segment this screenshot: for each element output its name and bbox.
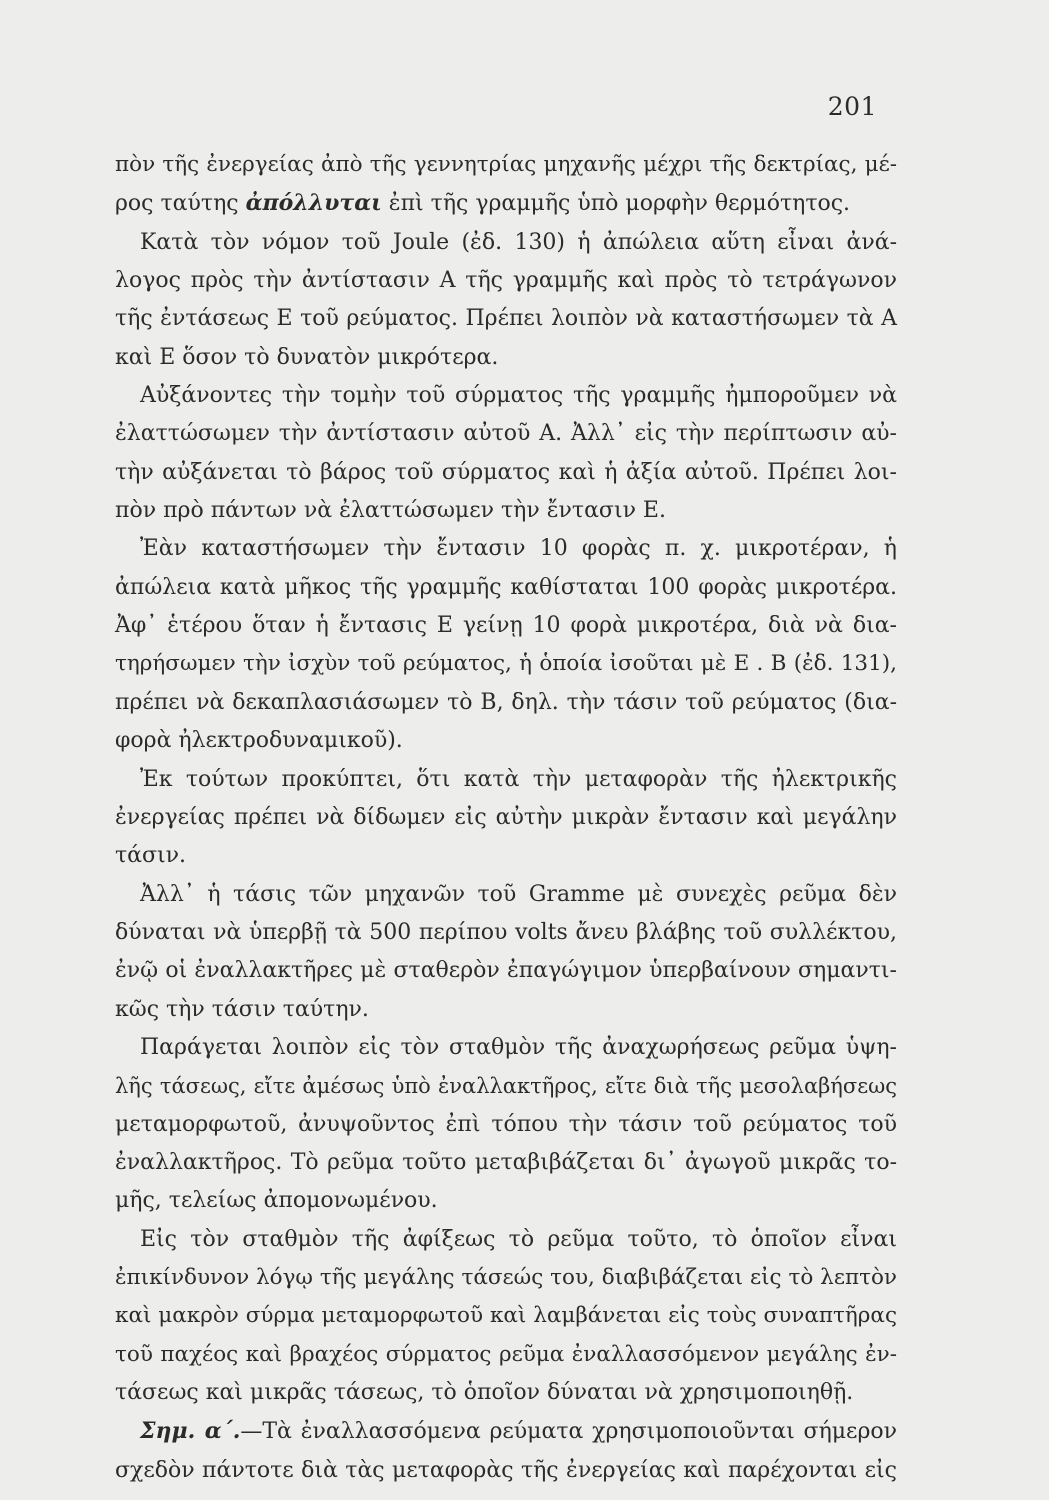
text-line xyxy=(115,454,897,492)
text-segment: μεταμορφωτοῦ, ἀνυψοῦντος ἐπὶ τόπου τὴν τάσιν τοῦ ρεύματος τοῦ xyxy=(115,1111,897,1137)
text-line xyxy=(115,262,897,300)
text-segment: Ἐὰν καταστήσωμεν τὴν ἔντασιν 10 φορὰς π. χ. μικροτέραν, ἡ xyxy=(140,536,897,562)
text-segment: μῆς, τελείως ἀπομονωμένου. xyxy=(115,1188,438,1214)
text-segment: λογος πρὸς τὴν ἀντίστασιν Α τῆς γραμμῆς καὶ πρὸς τὸ τετράγωνον xyxy=(115,268,897,294)
text-line xyxy=(115,1452,897,1490)
text-line xyxy=(115,1182,897,1220)
text-line xyxy=(115,300,897,338)
text-line xyxy=(115,837,897,875)
text-segment: —Τὰ ἐναλλασσόμενα ρεύματα χρησιμοποιοῦνται σήμερον xyxy=(240,1419,898,1445)
text-line xyxy=(115,1297,897,1335)
text-line xyxy=(115,1259,897,1297)
text-segment: σχεδὸν πάντοτε διὰ τὰς μεταφορὰς τῆς ἐνεργείας καὶ παρέχονται εἰς xyxy=(115,1457,897,1483)
text-segment: τοῦ παχέος καὶ βραχέος σύρματος ρεῦμα ἐναλλασσόμενον μεγάλης ἐν- xyxy=(115,1341,897,1367)
text-line xyxy=(115,339,897,377)
text-line xyxy=(115,952,897,990)
text-segment: ἐνεργείας πρέπει νὰ δίδωμεν εἰς αὐτὴν μικρὰν ἔντασιν καὶ μεγάλην xyxy=(115,804,897,830)
text-segment: ἐλαττώσωμεν τὴν ἀντίστασιν αὐτοῦ Α. Ἀλλ᾽ εἰς τὴν περίπτωσιν αὐ- xyxy=(115,421,897,447)
text-line xyxy=(115,799,897,837)
text-line xyxy=(115,914,897,952)
text-line xyxy=(115,1374,897,1412)
emphasized-term: ἀπόλλυται xyxy=(245,190,382,217)
text-segment: πὸν τῆς ἐνεργείας ἀπὸ τῆς γεννητρίας μηχανῆς μέχρι τῆς δεκτρίας, μέ- xyxy=(115,152,897,177)
page-number: 201 xyxy=(827,92,877,121)
text-segment: Εἰς τὸν σταθμὸν τῆς ἀφίξεως τὸ ρεῦμα τοῦτο, τὸ ὁποῖον εἶναι xyxy=(140,1226,897,1252)
text-line xyxy=(115,1336,897,1374)
text-line xyxy=(115,645,897,683)
text-segment: ἐνῷ οἱ ἐναλλακτῆρες μὲ σταθερὸν ἐπαγώγιμον ὑπερβαίνουν σημαντι- xyxy=(115,958,897,984)
text-segment: τὴν αὐξάνεται τὸ βάρος τοῦ σύρματος καὶ ἡ ἀξία αὐτοῦ. Πρέπει λοι- xyxy=(115,459,897,485)
text-segment: ἀπώλεια κατὰ μῆκος τῆς γραμμῆς καθίσταται 100 φορὰς μικροτέρα. xyxy=(115,574,897,600)
text-segment: καὶ μακρὸν σύρμα μεταμορφωτοῦ καὶ λαμβάνεται εἰς τοὺς συναπτῆρας xyxy=(115,1303,897,1329)
text-segment: τηρήσωμεν τὴν ἰσχὺν τοῦ ρεύματος, ἡ ὁποία ἰσοῦται μὲ Ε . Β (ἐδ. 131), xyxy=(115,651,897,677)
text-line xyxy=(115,146,897,184)
text-line xyxy=(115,377,897,415)
text-line xyxy=(115,1144,897,1182)
text-line xyxy=(115,492,897,530)
text-segment: καὶ Ε ὅσον τὸ δυνατὸν μικρότερα. xyxy=(115,344,499,370)
text-segment: Ἀλλ᾽ ἡ τάσις τῶν μηχανῶν τοῦ Gramme μὲ συνεχὲς ρεῦμα δὲν xyxy=(140,881,897,907)
text-segment: κῶς τὴν τάσιν ταύτην. xyxy=(115,996,369,1022)
text-line xyxy=(115,1067,897,1105)
text-line xyxy=(115,1029,897,1067)
text-line xyxy=(115,1412,897,1451)
text-line xyxy=(115,684,897,722)
text-line xyxy=(115,991,897,1029)
text-segment: τάσιν. xyxy=(115,843,187,869)
text-segment: ρος ταύτης xyxy=(115,191,239,217)
text-segment: ἐναλλακτῆρος. Τὸ ρεῦμα τοῦτο μεταβιβάζεται δι᾽ ἀγωγοῦ μικρᾶς το- xyxy=(115,1149,897,1175)
text-segment: ἐπὶ τῆς γραμμῆς ὑπὸ μορφὴν θερμότητος. xyxy=(381,191,851,217)
text-line xyxy=(115,722,897,760)
text-segment: Κατὰ τὸν νόμον τοῦ Joule (ἐδ. 130) ἡ ἀπώλεια αὕτη εἶναι ἀνά- xyxy=(140,229,897,255)
text-segment: τῆς ἐντάσεως Ε τοῦ ρεύματος. Πρέπει λοιπὸν νὰ καταστήσωμεν τὰ Α xyxy=(115,306,897,332)
body-text xyxy=(115,146,897,1490)
text-line xyxy=(115,876,897,914)
text-segment: Αὐξάνοντες τὴν τομὴν τοῦ σύρματος τῆς γραμμῆς ἠμποροῦμεν νὰ xyxy=(140,383,897,409)
text-line xyxy=(115,761,897,799)
text-line xyxy=(115,184,897,223)
text-line xyxy=(115,1221,897,1259)
text-line xyxy=(115,1106,897,1144)
text-line xyxy=(115,530,897,568)
text-segment: δύναται νὰ ὑπερβῇ τὰ 500 περίπου volts ἄνευ βλάβης τοῦ συλλέκτου, xyxy=(115,919,897,945)
text-line xyxy=(115,415,897,453)
text-segment: φορὰ ἠλεκτροδυναμικοῦ). xyxy=(115,728,403,754)
text-line xyxy=(115,224,897,262)
text-segment: λῆς τάσεως, εἴτε ἀμέσως ὑπὸ ἐναλλακτῆρος, εἴτε διὰ τῆς μεσολαβήσεως xyxy=(115,1074,897,1099)
text-line xyxy=(115,607,897,645)
text-segment: τάσεως καὶ μικρᾶς τάσεως, τὸ ὁποῖον δύναται νὰ χρησιμοποιηθῇ. xyxy=(115,1380,854,1405)
emphasized-term: Σημ. α΄. xyxy=(140,1418,241,1445)
text-segment: πρέπει νὰ δεκαπλασιάσωμεν τὸ Β, δηλ. τὴν τάσιν τοῦ ρεύματος (δια- xyxy=(115,689,897,715)
text-line xyxy=(115,569,897,607)
text-segment: ἐπικίνδυνον λόγῳ τῆς μεγάλης τάσεώς του, διαβιβάζεται εἰς τὸ λεπτὸν xyxy=(115,1264,897,1290)
text-segment: πὸν πρὸ πάντων νὰ ἐλαττώσωμεν τὴν ἔντασιν Ε. xyxy=(115,498,666,524)
text-segment: Παράγεται λοιπὸν εἰς τὸν σταθμὸν τῆς ἀναχωρήσεως ρεῦμα ὑψη- xyxy=(140,1034,897,1060)
text-segment: Ἀφ᾽ ἑτέρου ὅταν ἡ ἔντασις Ε γείνῃ 10 φορὰ μικροτέρα, διὰ νὰ δια- xyxy=(115,613,897,639)
text-segment: Ἐκ τούτων προκύπτει, ὅτι κατὰ τὴν μεταφορὰν τῆς ἠλεκτρικῆς xyxy=(140,766,897,792)
